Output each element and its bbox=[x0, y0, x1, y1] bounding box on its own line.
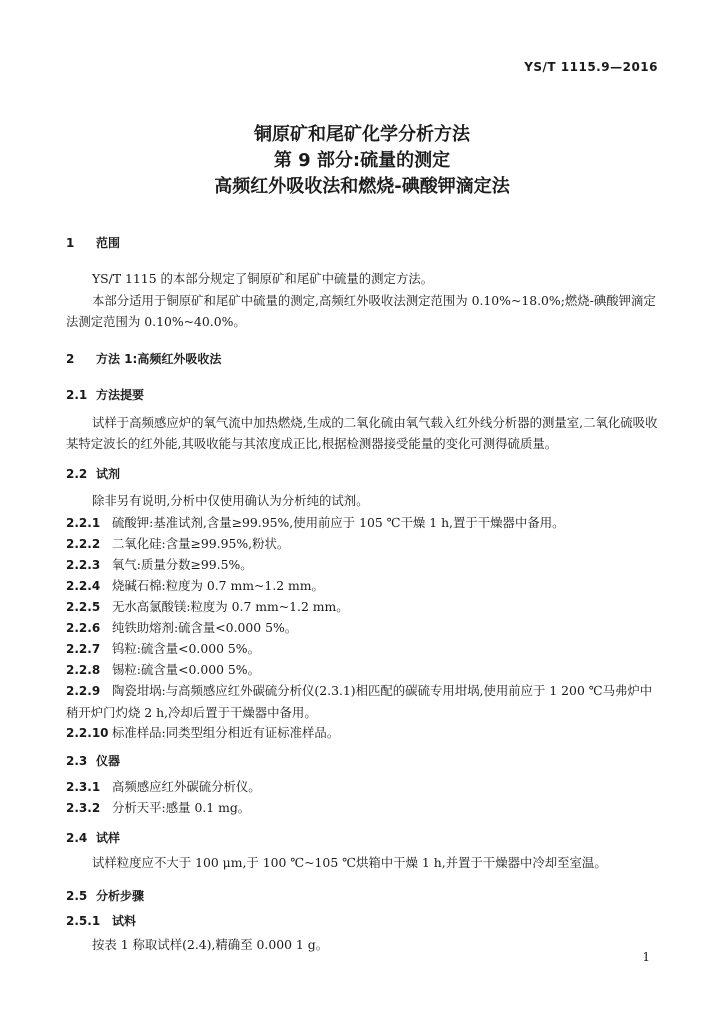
reagent-item bbox=[66, 596, 658, 618]
section-number: 2.2 bbox=[66, 467, 88, 481]
item-text: 二氧化硅:含量≥99.95%,粉状。 bbox=[112, 536, 290, 551]
item-number: 2.3.2 bbox=[66, 801, 101, 815]
item-text: 无水高氯酸镁:粒度为 0.7 mm~1.2 mm。 bbox=[112, 599, 349, 614]
item-number: 2.2.1 bbox=[66, 516, 101, 530]
item-number: 2.2.8 bbox=[66, 663, 101, 677]
title-line-2: 第 9 部分:硫量的测定 bbox=[273, 150, 451, 171]
section-title: 试样 bbox=[96, 831, 121, 845]
section-2-5-heading bbox=[66, 887, 144, 904]
scope-paragraph-1: YS/T 1115 的本部分规定了铜原矿和尾矿中硫量的测定方法。 bbox=[92, 271, 434, 286]
item-text: 钨粒:硫含量<0.000 5%。 bbox=[112, 641, 260, 656]
item-number: 2.2.3 bbox=[66, 558, 101, 572]
section-2-heading bbox=[66, 350, 221, 367]
item-text: 氧气:质量分数≥99.5%。 bbox=[112, 557, 253, 572]
reagent-item bbox=[66, 533, 658, 555]
reagent-item bbox=[66, 575, 658, 597]
section-number: 2.5 bbox=[66, 889, 88, 903]
standard-number: YS/T 1115.9—2016 bbox=[524, 60, 658, 74]
reagent-item bbox=[66, 659, 658, 681]
section-2-1-heading bbox=[66, 386, 144, 403]
section-number: 2.4 bbox=[66, 831, 88, 845]
item-number: 2.2.5 bbox=[66, 600, 101, 614]
item-text: 烧碱石棉:粒度为 0.7 mm~1.2 mm。 bbox=[112, 578, 324, 593]
item-number: 2.3.1 bbox=[66, 780, 101, 794]
title-line-1: 铜原矿和尾矿化学分析方法 bbox=[254, 124, 470, 145]
item-number: 2.2.4 bbox=[66, 579, 101, 593]
instrument-item bbox=[66, 797, 658, 819]
reagent-item bbox=[66, 638, 658, 660]
section-title: 分析步骤 bbox=[96, 889, 145, 903]
instrument-item bbox=[66, 776, 658, 798]
reagent-item bbox=[66, 680, 658, 723]
sample-paragraph: 试样粒度应不大于 100 μm,于 100 ℃~105 ℃烘箱中干燥 1 h,并置于干燥器中冷却至室温。 bbox=[92, 855, 607, 870]
section-2-2-heading bbox=[66, 465, 120, 482]
test-portion-paragraph: 按表 1 称取试样(2.4),精确至 0.000 1 g。 bbox=[92, 937, 329, 952]
item-text: 高频感应红外碳硫分析仪。 bbox=[112, 779, 261, 794]
item-number: 2.2.7 bbox=[66, 642, 101, 656]
section-title: 方法 1:高频红外吸收法 bbox=[96, 352, 222, 366]
section-2-4-heading bbox=[66, 829, 120, 846]
item-number: 2.2.10 bbox=[66, 726, 109, 740]
section-title: 试剂 bbox=[96, 467, 121, 481]
section-number: 2 bbox=[66, 352, 75, 366]
section-2-5-1-heading bbox=[66, 912, 136, 929]
section-1-heading bbox=[66, 234, 120, 251]
section-title: 范围 bbox=[96, 236, 121, 250]
reagent-item bbox=[66, 617, 658, 639]
section-number: 2.3 bbox=[66, 754, 88, 768]
item-text: 硫酸钾:基准试剂,含量≥99.95%,使用前应于 105 ℃干燥 1 h,置于干燥器中备用。 bbox=[112, 515, 565, 530]
section-2-3-heading bbox=[66, 752, 120, 769]
section-number: 2.5.1 bbox=[66, 914, 101, 928]
section-title: 方法提要 bbox=[96, 388, 145, 402]
reagent-item bbox=[66, 512, 658, 534]
section-title: 试料 bbox=[112, 914, 137, 928]
reagent-item bbox=[66, 554, 658, 576]
item-text: 陶瓷坩埚:与高频感应红外碳硫分析仪(2.3.1)相匹配的碳硫专用坩埚,使用前应于 1 200 ℃马弗炉中稍开炉门灼烧 2 h,冷却后置于干燥器中备用。 bbox=[66, 683, 653, 720]
item-text: 纯铁助熔剂:硫含量<0.000 5%。 bbox=[112, 620, 298, 635]
page-number: 1 bbox=[642, 950, 650, 964]
section-number: 1 bbox=[66, 236, 75, 250]
method-summary-paragraph: 试样于高频感应炉的氧气流中加热燃烧,生成的二氧化硫由氧气载入红外线分析器的测量室,二氧化硫吸收某特定波长的红外能,其吸收能与其浓度成正比,根据检测器接受能量的变化可测得硫质量。 bbox=[66, 415, 658, 451]
item-number: 2.2.9 bbox=[66, 684, 101, 698]
title-line-3: 高频红外吸收法和燃烧-碘酸钾滴定法 bbox=[214, 176, 510, 197]
section-number: 2.1 bbox=[66, 388, 88, 402]
item-number: 2.2.2 bbox=[66, 537, 101, 551]
reagents-intro: 除非另有说明,分析中仅使用确认为分析纯的试剂。 bbox=[92, 493, 369, 508]
reagent-item bbox=[66, 722, 658, 744]
item-number: 2.2.6 bbox=[66, 621, 101, 635]
scope-paragraph-2: 本部分适用于铜原矿和尾矿中硫量的测定,高频红外吸收法测定范围为 0.10%~18.0%;燃烧-碘酸钾滴定法测定范围为 0.10%~40.0%。 bbox=[66, 293, 656, 329]
item-text: 标准样品:同类型组分相近有证标准样品。 bbox=[112, 725, 340, 740]
section-title: 仪器 bbox=[96, 754, 121, 768]
item-text: 分析天平:感量 0.1 mg。 bbox=[112, 800, 251, 815]
item-text: 锡粒:硫含量<0.000 5%。 bbox=[112, 662, 260, 677]
